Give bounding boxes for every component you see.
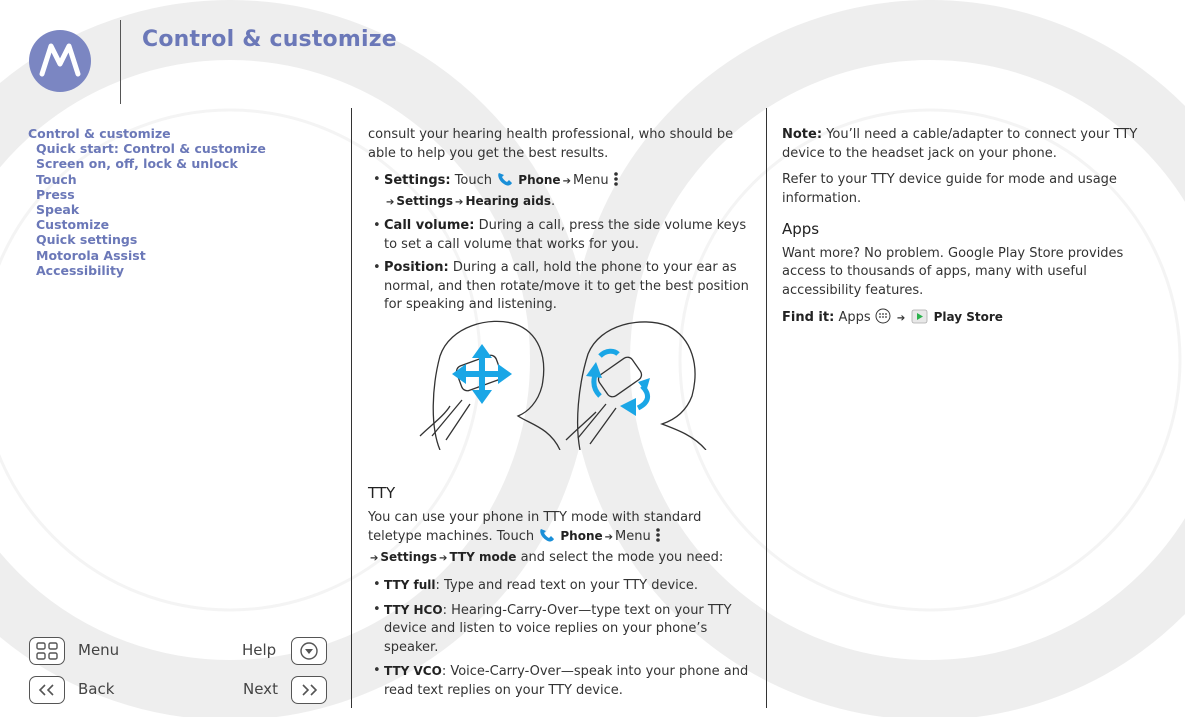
back-button[interactable]: [29, 676, 65, 704]
toc-item-quick-settings[interactable]: Quick settings: [36, 232, 138, 248]
refer-text: Refer to your TTY device guide for mode and usage information.: [782, 172, 1117, 206]
help-label[interactable]: Help: [242, 641, 277, 659]
grid-icon: [35, 642, 59, 660]
toc-item-accessibility[interactable]: Accessibility: [36, 262, 125, 278]
table-of-contents: [28, 126, 266, 278]
toc-item-press[interactable]: Press: [36, 186, 75, 202]
menu-button[interactable]: [29, 637, 65, 665]
toc-item-screen[interactable]: Screen on, off, lock & unlock: [36, 156, 238, 172]
double-chevron-right-icon: [298, 683, 320, 697]
middle-column: [368, 126, 750, 320]
play-store-icon: [911, 308, 929, 324]
toc-item-touch[interactable]: Touch: [36, 171, 77, 187]
list-item-tty-full: • TTY full: Type and read text on your TTY device.: [373, 577, 699, 593]
chevron-down-circle-icon: [299, 641, 319, 661]
list-item-position: • Position: During a call, hold the phone to your ear as normal, and then rotate/move it to get the best position for speaking and listening.: [373, 260, 749, 312]
toc-item-quick-start[interactable]: Quick start: Control & customize: [36, 141, 266, 157]
menu-dots-icon: [655, 527, 661, 543]
menu-dots-icon: [613, 171, 619, 187]
phone-icon: [496, 171, 514, 187]
note-text: Note: You’ll need a cable/adapter to connect your TTY device to the headset jack on your phone.: [782, 127, 1138, 161]
apps-text: Want more? No problem. Google Play Store provides access to thousands of apps, many with useful accessibility features.: [782, 245, 1124, 298]
next-label[interactable]: Next: [243, 680, 278, 698]
tty-intro: You can use your phone in TTY mode with standard teletype machines. Touch Phone ➔ Menu ➔ Settings ➔ TTY mode and select the mode you need:: [368, 509, 724, 565]
right-column: [782, 126, 1166, 337]
intro-text: consult your hearing health professional, who should be able to help you get the best results.: [368, 127, 734, 161]
apps-grid-icon: [875, 308, 891, 324]
tty-heading: TTY: [368, 484, 396, 502]
column-divider-right: [766, 108, 767, 708]
list-item-call-volume: • Call volume: During a call, press the side volume keys to set a call volume that works for you.: [373, 218, 747, 252]
double-chevron-left-icon: [36, 683, 58, 697]
page-title: Control & customize: [142, 27, 397, 52]
list-item-settings: • Settings: Touch Phone ➔ Menu ➔ Settings ➔ Hearing aids.: [368, 171, 750, 212]
header-divider: [120, 20, 121, 104]
apps-heading: Apps: [782, 220, 820, 238]
column-divider-left: [351, 108, 352, 708]
next-button[interactable]: [291, 676, 327, 704]
find-it: Find it: Apps ➔ Play Store: [782, 310, 1003, 325]
tty-section: [368, 472, 750, 705]
toc-item-speak[interactable]: Speak: [36, 202, 80, 218]
toc-item-customize[interactable]: Customize: [36, 217, 110, 233]
menu-label[interactable]: Menu: [78, 641, 120, 659]
phone-position-illustration: [410, 316, 710, 450]
back-label[interactable]: Back: [78, 680, 115, 698]
toc-heading[interactable]: Control & customize: [28, 126, 171, 141]
help-button[interactable]: [291, 637, 327, 665]
toc-item-motorola-assist[interactable]: Motorola Assist: [36, 247, 146, 263]
motorola-logo: [29, 30, 91, 92]
phone-icon: [538, 527, 556, 543]
motorola-m-icon: [29, 30, 91, 92]
list-item-tty-hco: • TTY HCO: Hearing-Carry-Over—type text on your TTY device and listen to voice replies on your phone’s speaker.: [373, 601, 732, 655]
list-item-tty-vco: • TTY VCO: Voice-Carry-Over—speak into your phone and read text replies on your TTY device.: [373, 663, 749, 698]
